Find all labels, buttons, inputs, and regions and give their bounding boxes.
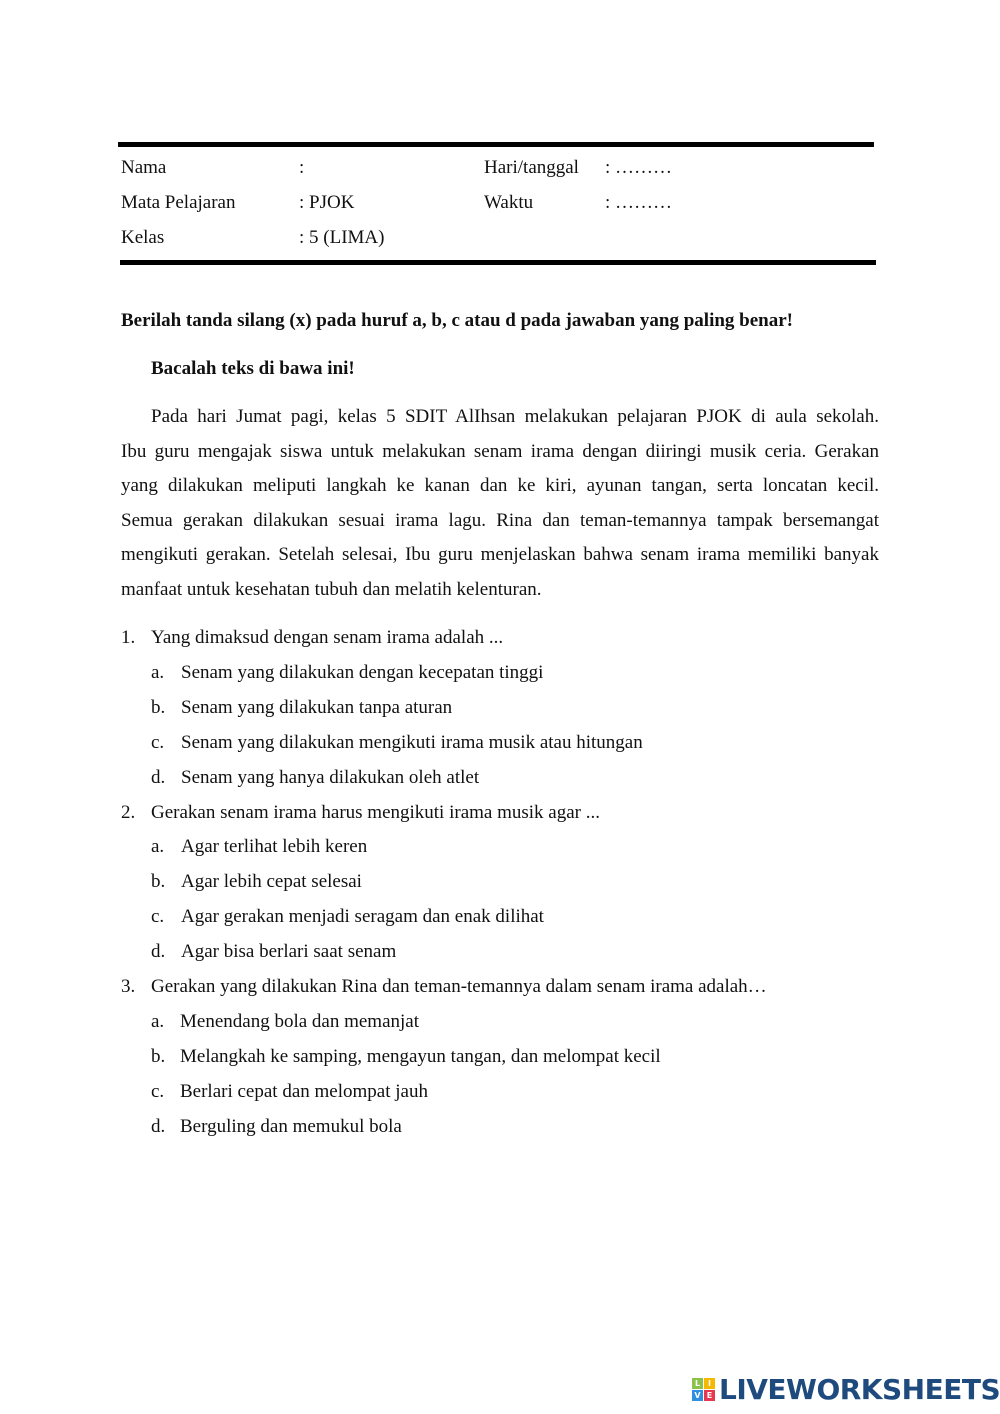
- option-text: Menendang bola dan memanjat: [180, 1010, 420, 1032]
- answer-option[interactable]: [151, 731, 643, 755]
- logo-square: I: [704, 1378, 715, 1389]
- answer-option[interactable]: [151, 1045, 661, 1069]
- option-text: Agar terlihat lebih keren: [181, 836, 368, 858]
- option-letter: d.: [151, 941, 166, 963]
- option-letter: c.: [151, 731, 165, 753]
- date-label: Hari/tanggal: [484, 157, 579, 178]
- option-text: Berguling dan memukul bola: [180, 1115, 402, 1137]
- logo-square: E: [704, 1390, 715, 1401]
- question-text: Gerakan yang dilakukan Rina dan teman-temannya dalam senam irama adalah…: [151, 976, 767, 997]
- answer-option[interactable]: [151, 905, 544, 929]
- paragraph-line: manfaat untuk kesehatan tubuh dan melatih kelenturan.: [121, 579, 542, 600]
- logo-text: LIVEWORKSHEETS: [719, 1373, 1000, 1406]
- question-number: 1.: [121, 627, 136, 648]
- question-number: 3.: [121, 976, 136, 997]
- option-text: Senam yang dilakukan mengikuti irama musik atau hitungan: [181, 731, 643, 753]
- name-value: :: [299, 157, 305, 178]
- paragraph-line: yang dilakukan meliputi langkah ke kanan dan ke kiri, ayunan tangan, serta loncatan kecil.: [121, 475, 879, 497]
- answer-option[interactable]: [151, 1115, 402, 1139]
- option-text: Melangkah ke samping, mengayun tangan, dan melompat kecil: [180, 1045, 661, 1067]
- time-label: Waktu: [484, 192, 534, 213]
- answer-option[interactable]: [151, 940, 397, 964]
- option-letter: a.: [151, 1010, 165, 1032]
- option-text: Senam yang hanya dilakukan oleh atlet: [181, 766, 480, 788]
- paragraph-line: Pada hari Jumat pagi, kelas 5 SDIT AlIhsan melakukan pelajaran PJOK di aula sekolah.: [151, 406, 879, 427]
- option-letter: b.: [151, 696, 166, 718]
- option-letter: d.: [151, 766, 166, 788]
- name-label: Nama: [121, 157, 167, 178]
- paragraph-line: mengikuti gerakan. Setelah selesai, Ibu guru menjelaskan bahwa senam irama memiliki banyak: [121, 544, 879, 566]
- question-text: Gerakan senam irama harus mengikuti irama musik agar ...: [151, 801, 600, 823]
- subject-label: Mata Pelajaran: [121, 192, 236, 213]
- answer-option[interactable]: [151, 661, 544, 685]
- option-letter: b.: [151, 1045, 166, 1067]
- paragraph-line: Ibu guru mengajak siswa untuk melakukan senam irama dengan diiringi musik ceria. Gerakan: [121, 440, 879, 462]
- liveworksheets-logo: [692, 1373, 1000, 1406]
- option-letter: a.: [151, 836, 165, 858]
- header-bottom-rule: [120, 260, 876, 265]
- answer-option[interactable]: [151, 835, 368, 859]
- subject-value: : PJOK: [299, 192, 355, 213]
- option-text: Agar lebih cepat selesai: [181, 871, 362, 893]
- answer-option[interactable]: [151, 766, 480, 790]
- answer-option[interactable]: [151, 696, 453, 720]
- option-text: Agar bisa berlari saat senam: [181, 941, 397, 963]
- option-letter: c.: [151, 906, 165, 928]
- option-letter: c.: [151, 1080, 165, 1102]
- option-text: Agar gerakan menjadi seragam dan enak dilihat: [181, 906, 544, 928]
- answer-option[interactable]: [151, 1010, 420, 1034]
- answer-option[interactable]: [151, 1080, 428, 1104]
- logo-square: L: [692, 1378, 703, 1389]
- paragraph-line: Semua gerakan dilakukan sesuai irama lagu. Rina dan teman-temannya tampak bersemangat: [121, 509, 879, 531]
- option-text: Senam yang dilakukan dengan kecepatan tinggi: [181, 661, 544, 683]
- question-number: 2.: [121, 801, 136, 823]
- question-text: Yang dimaksud dengan senam irama adalah ...: [151, 627, 504, 648]
- option-letter: b.: [151, 871, 166, 893]
- class-label: Kelas: [121, 227, 165, 248]
- logo-square: V: [692, 1390, 703, 1401]
- option-letter: d.: [151, 1115, 166, 1137]
- reading-title: Bacalah teks di bawa ini!: [151, 358, 355, 379]
- date-value: : ………: [605, 157, 673, 178]
- time-value: : ………: [605, 192, 673, 213]
- option-letter: a.: [151, 661, 165, 683]
- header-top-rule: [118, 142, 874, 147]
- option-text: Senam yang dilakukan tanpa aturan: [181, 696, 453, 718]
- option-text: Berlari cepat dan melompat jauh: [180, 1080, 428, 1102]
- class-value: : 5 (LIMA): [299, 227, 385, 248]
- answer-option[interactable]: [151, 870, 362, 894]
- logo-squares-icon: [692, 1378, 715, 1401]
- instruction: Berilah tanda silang (x) pada huruf a, b, c atau d pada jawaban yang paling benar!: [121, 310, 794, 331]
